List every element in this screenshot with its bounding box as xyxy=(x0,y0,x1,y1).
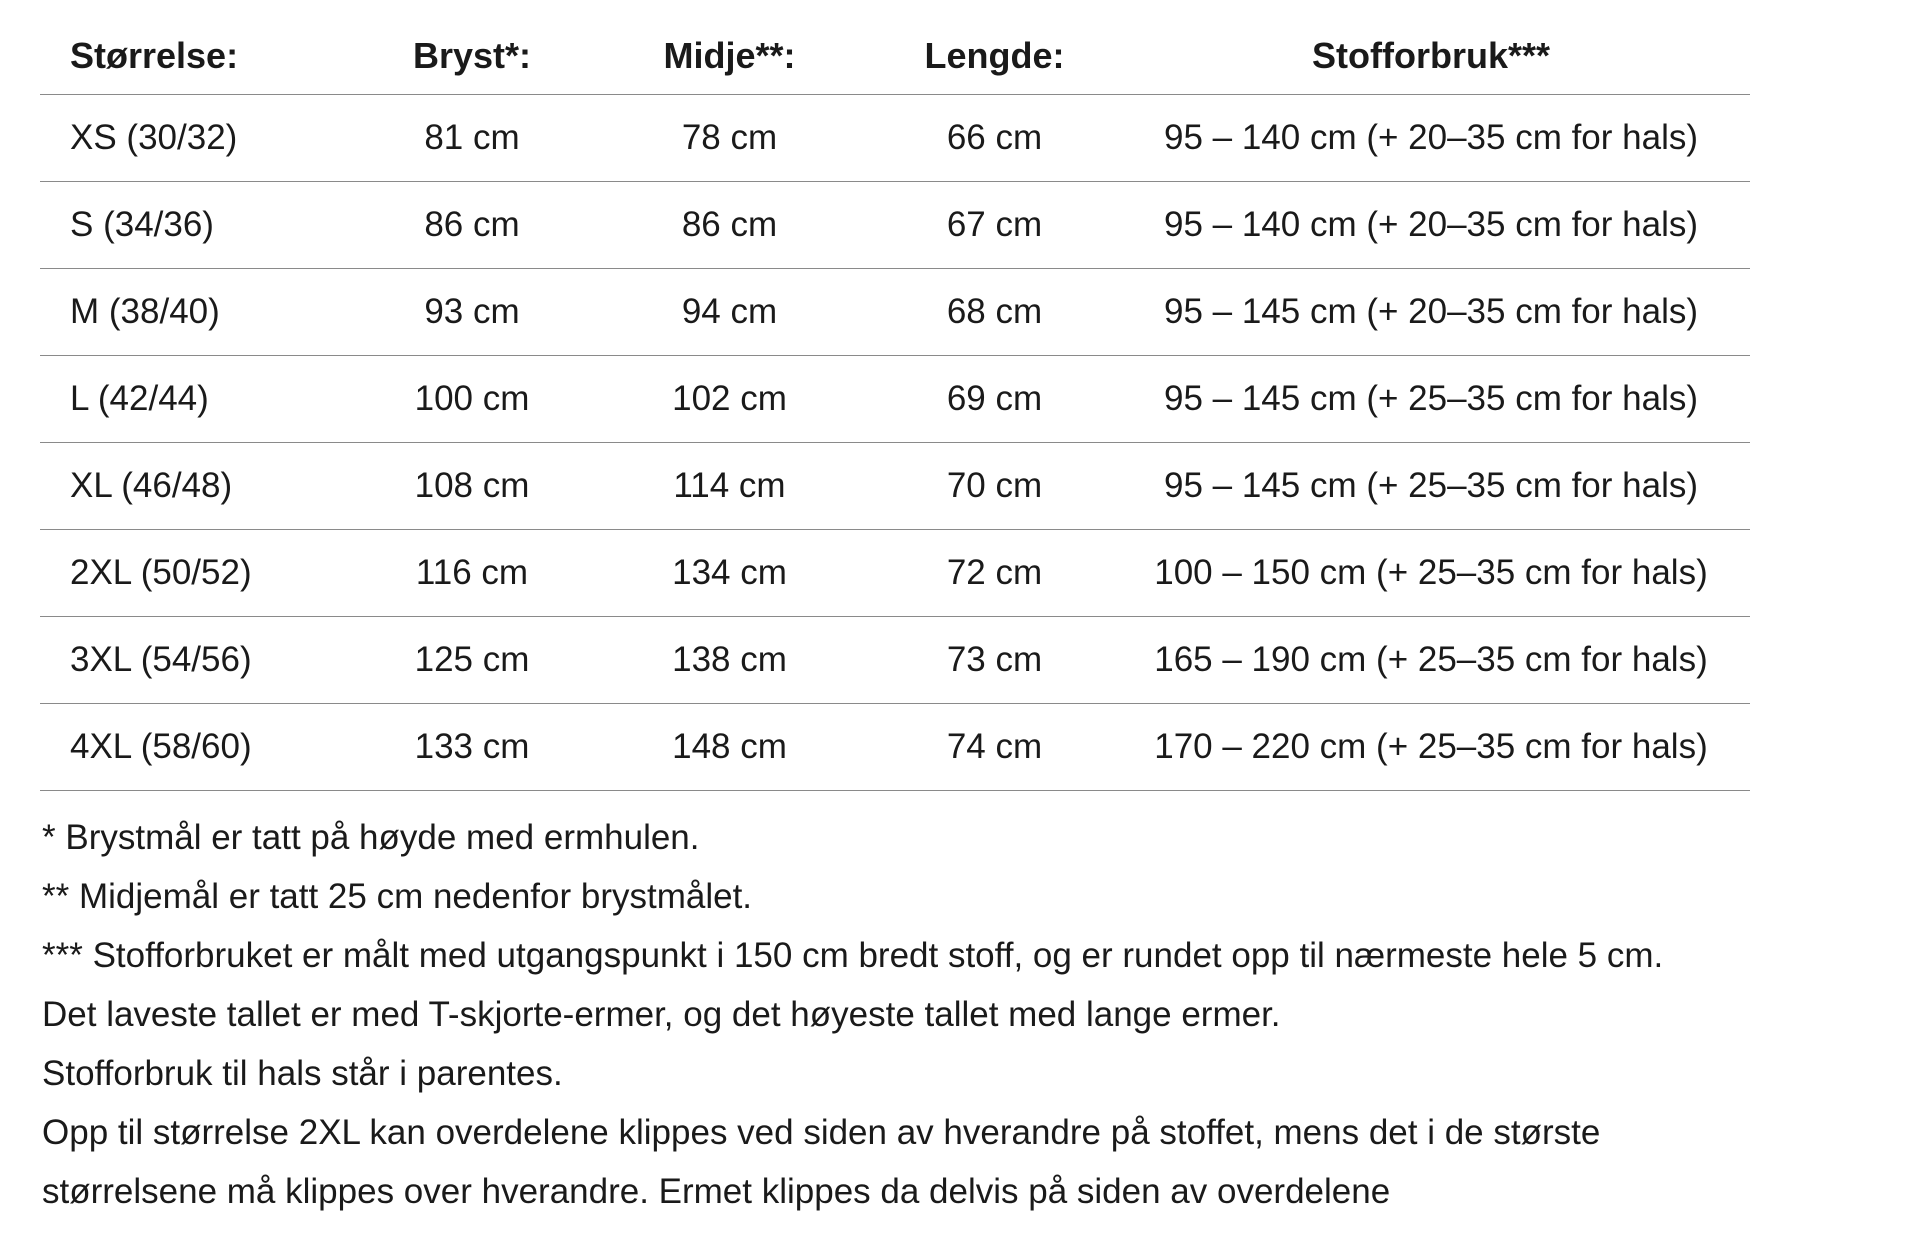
cell-stofforbruk: 95 – 145 cm (+ 25–35 cm for hals) xyxy=(1112,443,1750,530)
note-klipping: Opp til størrelse 2XL kan overdelene klippes ved siden av hverandre på stoffet, mens det i de største xyxy=(42,1113,1601,1152)
cell-size: XL (46/48) xyxy=(40,443,362,530)
header-row xyxy=(40,18,1750,95)
cell-lengde: 67 cm xyxy=(877,182,1112,269)
cell-midje: 102 cm xyxy=(582,356,877,443)
table-row xyxy=(40,95,1750,182)
cell-lengde: 72 cm xyxy=(877,530,1112,617)
cell-lengde: 70 cm xyxy=(877,443,1112,530)
cell-stofforbruk: 170 – 220 cm (+ 25–35 cm for hals) xyxy=(1112,704,1750,791)
cell-lengde: 66 cm xyxy=(877,95,1112,182)
table-body xyxy=(40,95,1750,791)
cell-size: S (34/36) xyxy=(40,182,362,269)
cell-lengde: 74 cm xyxy=(877,704,1112,791)
table-row xyxy=(40,356,1750,443)
cell-bryst: 81 cm xyxy=(362,95,582,182)
cell-size: 2XL (50/52) xyxy=(40,530,362,617)
cell-lengde: 73 cm xyxy=(877,617,1112,704)
table-row xyxy=(40,530,1750,617)
cell-stofforbruk: 95 – 140 cm (+ 20–35 cm for hals) xyxy=(1112,182,1750,269)
header-lengde: Lengde: xyxy=(877,18,1112,95)
cell-stofforbruk: 95 – 140 cm (+ 20–35 cm for hals) xyxy=(1112,95,1750,182)
cell-size: XS (30/32) xyxy=(40,95,362,182)
header-size: Størrelse: xyxy=(40,18,362,95)
cell-midje: 114 cm xyxy=(582,443,877,530)
cell-bryst: 133 cm xyxy=(362,704,582,791)
header-midje: Midje**: xyxy=(582,18,877,95)
table-row xyxy=(40,617,1750,704)
cell-size: L (42/44) xyxy=(40,356,362,443)
table-row xyxy=(40,269,1750,356)
footnote-bryst: * Brystmål er tatt på høyde med ermhulen. xyxy=(42,818,700,857)
table-row xyxy=(40,182,1750,269)
note-klipping-continued: størrelsene må klippes over hverandre. Ermet klippes da delvis på siden av overdelene xyxy=(42,1172,1391,1211)
header-bryst: Bryst*: xyxy=(362,18,582,95)
footnotes xyxy=(42,808,1882,1221)
cell-size: 3XL (54/56) xyxy=(40,617,362,704)
note-hals: Stofforbruk til hals står i parentes. xyxy=(42,1054,563,1093)
header-stofforbruk: Stofforbruk*** xyxy=(1112,18,1750,95)
cell-bryst: 100 cm xyxy=(362,356,582,443)
table-header xyxy=(40,18,1750,95)
footnote-midje: ** Midjemål er tatt 25 cm nedenfor brystmålet. xyxy=(42,877,753,916)
cell-stofforbruk: 100 – 150 cm (+ 25–35 cm for hals) xyxy=(1112,530,1750,617)
cell-midje: 134 cm xyxy=(582,530,877,617)
cell-midje: 78 cm xyxy=(582,95,877,182)
note-ermer: Det laveste tallet er med T-skjorte-ermer, og det høyeste tallet med lange ermer. xyxy=(42,995,1281,1034)
cell-bryst: 93 cm xyxy=(362,269,582,356)
cell-midje: 94 cm xyxy=(582,269,877,356)
cell-midje: 86 cm xyxy=(582,182,877,269)
table-row xyxy=(40,443,1750,530)
cell-bryst: 108 cm xyxy=(362,443,582,530)
cell-lengde: 69 cm xyxy=(877,356,1112,443)
size-table xyxy=(40,18,1750,791)
cell-midje: 138 cm xyxy=(582,617,877,704)
cell-stofforbruk: 95 – 145 cm (+ 20–35 cm for hals) xyxy=(1112,269,1750,356)
cell-stofforbruk: 165 – 190 cm (+ 25–35 cm for hals) xyxy=(1112,617,1750,704)
cell-midje: 148 cm xyxy=(582,704,877,791)
cell-bryst: 86 cm xyxy=(362,182,582,269)
cell-bryst: 116 cm xyxy=(362,530,582,617)
cell-size: M (38/40) xyxy=(40,269,362,356)
footnote-stofforbruk: *** Stofforbruket er målt med utgangspunkt i 150 cm bredt stoff, og er rundet opp til nærmeste hele 5 cm. xyxy=(42,936,1664,975)
cell-size: 4XL (58/60) xyxy=(40,704,362,791)
cell-stofforbruk: 95 – 145 cm (+ 25–35 cm for hals) xyxy=(1112,356,1750,443)
cell-bryst: 125 cm xyxy=(362,617,582,704)
cell-lengde: 68 cm xyxy=(877,269,1112,356)
table-row xyxy=(40,704,1750,791)
